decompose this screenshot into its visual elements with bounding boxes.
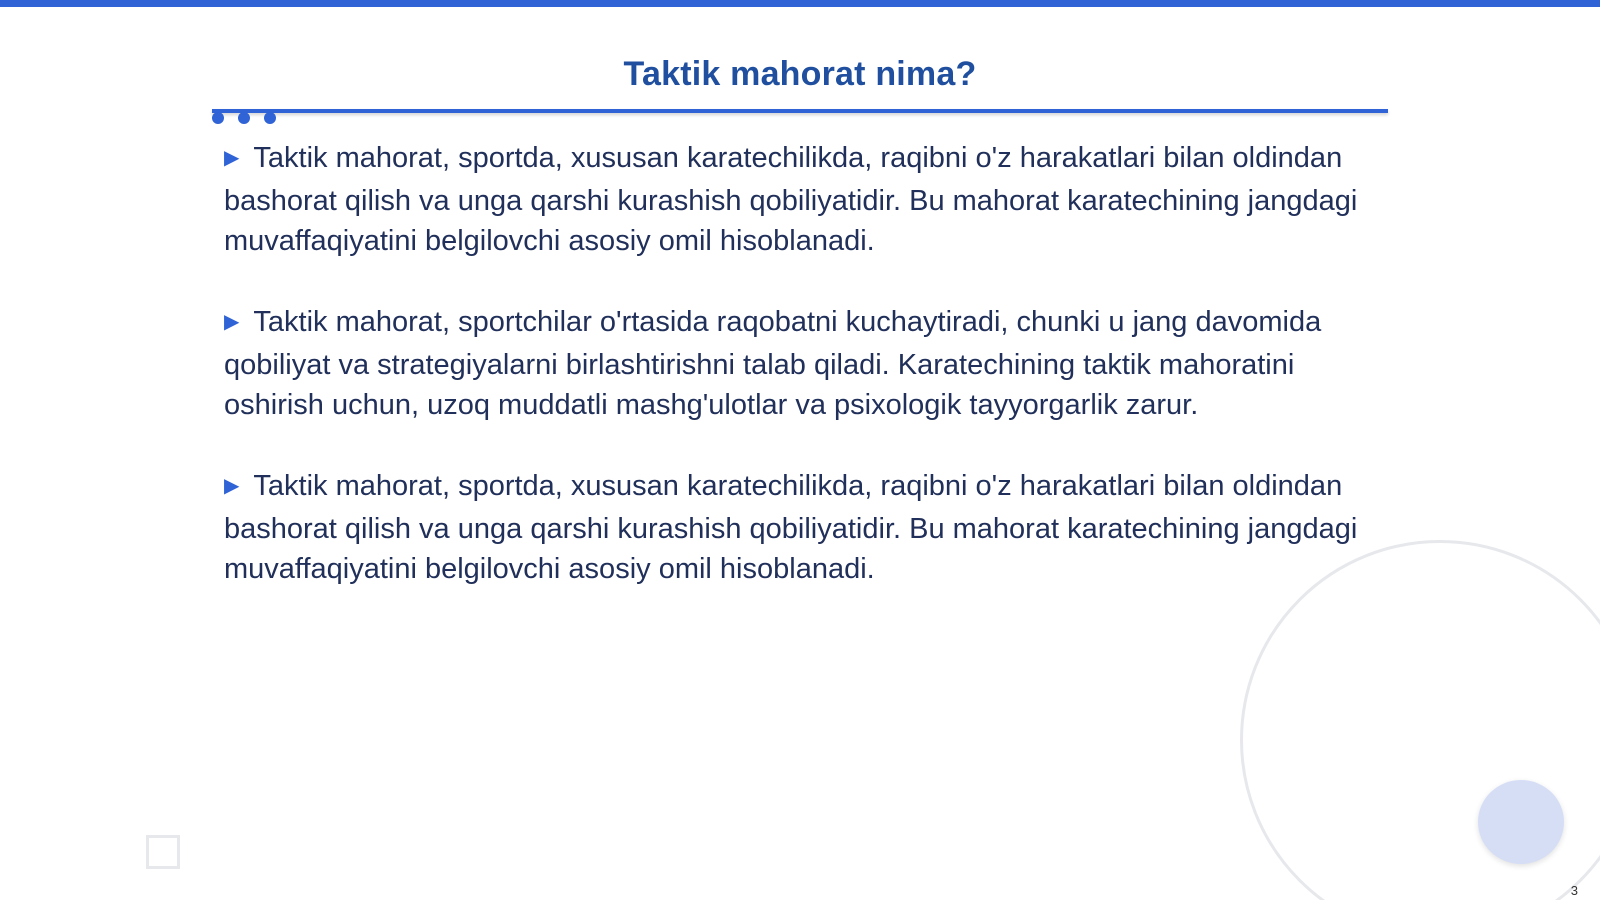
- play-arrow-icon: ▶: [224, 311, 240, 333]
- decorative-blob: [1478, 780, 1564, 864]
- play-arrow-icon: ▶: [224, 147, 240, 169]
- bullet-text: Taktik mahorat, sportda, xususan karatechilikda, raqibni o'z harakatlari bilan oldindan bashorat qilish va unga qarshi kurashish qobiliyatidir. Bu mahorat karatechining jangdagi muvaffaqiyatini belgilovchi asosiy omil hisoblanadi.: [224, 142, 1358, 257]
- bullet-list: [224, 138, 1374, 630]
- decorative-dot: [212, 112, 224, 124]
- decorative-dot: [238, 112, 250, 124]
- play-arrow-icon: ▶: [224, 475, 240, 497]
- bullet-item: [224, 138, 1374, 261]
- bullet-item: [224, 466, 1374, 589]
- bullet-text: Taktik mahorat, sportda, xususan karatechilikda, raqibni o'z harakatlari bilan oldindan bashorat qilish va unga qarshi kurashish qobiliyatidir. Bu mahorat karatechining jangdagi muvaffaqiyatini belgilovchi asosiy omil hisoblanadi.: [224, 470, 1358, 585]
- decorative-dot: [264, 112, 276, 124]
- page-number: 3: [1570, 883, 1578, 898]
- top-accent-bar: [0, 0, 1600, 7]
- decorative-square: [146, 835, 180, 869]
- bullet-item: [224, 302, 1374, 425]
- slide-title: Taktik mahorat nima?: [623, 55, 977, 93]
- bullet-text: Taktik mahorat, sportchilar o'rtasida raqobatni kuchaytiradi, chunki u jang davomida qobiliyat va strategiyalarni birlashtirishni talab qiladi. Karatechining taktik mahoratini oshirish uchun, uzoq muddatli mashg'ulotlar va psixologik tayyorgarlik zarur.: [224, 306, 1322, 421]
- title-underline: [212, 109, 1388, 113]
